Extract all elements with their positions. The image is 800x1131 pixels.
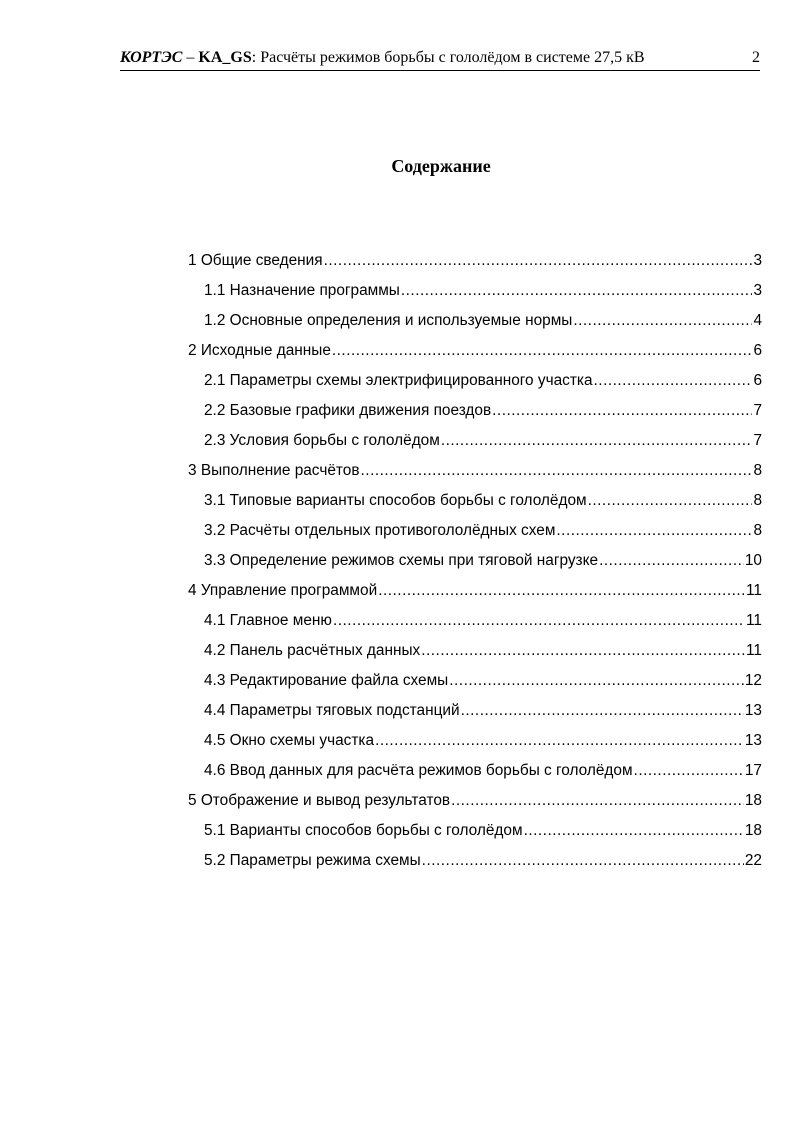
toc-entry[interactable] <box>188 670 762 700</box>
toc-entry-page: 3 <box>753 282 762 299</box>
toc-leader-dots <box>594 370 753 392</box>
toc-leader-dots <box>449 670 744 692</box>
toc-entry-page: 8 <box>753 522 762 539</box>
document-title <box>120 49 645 66</box>
toc-entry[interactable] <box>188 310 762 340</box>
toc-entry-page: 22 <box>744 852 762 869</box>
toc-entry-label: 5 Отображение и вывод результатов <box>188 792 451 809</box>
toc-leader-dots <box>441 430 753 452</box>
table-of-contents <box>188 250 762 880</box>
toc-entry-label: 4.2 Панель расчётных данных <box>204 642 421 659</box>
toc-entry[interactable] <box>188 760 762 790</box>
toc-leader-dots <box>492 400 752 422</box>
toc-entry-label: 1.2 Основные определения и используемые нормы <box>204 312 573 329</box>
toc-entry[interactable] <box>188 850 762 880</box>
toc-leader-dots <box>361 460 753 482</box>
toc-entry[interactable] <box>188 460 762 490</box>
toc-entry[interactable] <box>188 640 762 670</box>
toc-entry-label: 4.6 Ввод данных для расчёта режимов борьбы с гололёдом <box>204 762 633 779</box>
toc-entry[interactable] <box>188 280 762 310</box>
toc-entry-page: 3 <box>753 252 762 269</box>
toc-leader-dots <box>333 610 745 632</box>
toc-entry-label: 3 Выполнение расчётов <box>188 462 360 479</box>
toc-entry-page: 13 <box>744 732 762 749</box>
toc-entry-page: 4 <box>753 312 762 329</box>
toc-leader-dots <box>573 310 752 332</box>
toc-entry[interactable] <box>188 790 762 820</box>
toc-entry-label: 5.2 Параметры режима схемы <box>204 852 421 869</box>
toc-entry-page: 13 <box>744 702 762 719</box>
toc-leader-dots <box>421 640 745 662</box>
title-subtitle: : Расчёты режимов борьбы с гололёдом в системе 27,5 кВ <box>251 49 645 66</box>
toc-entry-label: 4.4 Параметры тяговых подстанций <box>204 702 460 719</box>
toc-leader-dots <box>332 340 753 362</box>
toc-entry-page: 6 <box>753 342 762 359</box>
toc-heading: Содержание <box>391 156 491 176</box>
toc-leader-dots <box>375 730 744 752</box>
toc-entry-page: 10 <box>744 552 762 569</box>
toc-entry[interactable] <box>188 490 762 520</box>
toc-entry-label: 3.3 Определение режимов схемы при тяговой нагрузке <box>204 552 599 569</box>
toc-leader-dots <box>451 790 744 812</box>
toc-leader-dots <box>599 550 744 572</box>
toc-entry[interactable] <box>188 340 762 370</box>
toc-entry-label: 2.2 Базовые графики движения поездов <box>204 402 492 419</box>
toc-entry-page: 7 <box>753 402 762 419</box>
toc-entry[interactable] <box>188 400 762 430</box>
toc-entry[interactable] <box>188 580 762 610</box>
toc-leader-dots <box>461 700 744 722</box>
toc-entry[interactable] <box>188 520 762 550</box>
toc-leader-dots <box>422 850 744 872</box>
toc-leader-dots <box>524 820 744 842</box>
toc-entry[interactable] <box>188 250 762 280</box>
toc-leader-dots <box>634 760 744 782</box>
toc-leader-dots <box>378 580 745 602</box>
toc-entry-label: 2.3 Условия борьбы с гололёдом <box>204 432 440 449</box>
toc-entry-page: 12 <box>744 672 762 689</box>
toc-entry-label: 1.1 Назначение программы <box>204 282 400 299</box>
toc-entry[interactable] <box>188 610 762 640</box>
toc-entry-page: 11 <box>746 612 762 629</box>
toc-entry-page: 18 <box>744 792 762 809</box>
brand-name: КОРТЭС <box>120 49 183 66</box>
program-code: KA_GS <box>198 49 252 66</box>
toc-entry-label: 3.2 Расчёты отдельных противогололёдных схем <box>204 522 556 539</box>
toc-entry[interactable] <box>188 370 762 400</box>
toc-entry-page: 8 <box>753 492 762 509</box>
toc-entry-label: 4.3 Редактирование файла схемы <box>204 672 449 689</box>
toc-entry-page: 11 <box>746 642 762 659</box>
toc-entry-page: 7 <box>753 432 762 449</box>
toc-entry-page: 17 <box>744 762 762 779</box>
toc-entry-label: 1 Общие сведения <box>188 252 323 269</box>
toc-leader-dots <box>588 490 753 512</box>
toc-entry-label: 2.1 Параметры схемы электрифицированного участка <box>204 372 593 389</box>
toc-entry-label: 4 Управление программой <box>188 582 378 599</box>
toc-leader-dots <box>556 520 752 542</box>
toc-entry-label: 3.1 Типовые варианты способов борьбы с гололёдом <box>204 492 587 509</box>
page-header <box>120 48 760 71</box>
toc-leader-dots <box>401 280 753 302</box>
toc-entry[interactable] <box>188 430 762 460</box>
toc-entry-page: 6 <box>753 372 762 389</box>
title-dash: – <box>182 49 199 66</box>
toc-entry-label: 4.1 Главное меню <box>204 612 332 629</box>
toc-entry[interactable] <box>188 550 762 580</box>
toc-entry[interactable] <box>188 700 762 730</box>
toc-entry-page: 8 <box>753 462 762 479</box>
toc-leader-dots <box>324 250 753 272</box>
toc-entry[interactable] <box>188 820 762 850</box>
toc-entry[interactable] <box>188 730 762 760</box>
toc-entry-page: 18 <box>744 822 762 839</box>
toc-entry-page: 11 <box>746 582 762 599</box>
toc-entry-label: 5.1 Варианты способов борьбы с гололёдом <box>204 822 523 839</box>
toc-entry-label: 2 Исходные данные <box>188 342 331 359</box>
page-number: 2 <box>752 49 760 66</box>
toc-entry-label: 4.5 Окно схемы участка <box>204 732 375 749</box>
